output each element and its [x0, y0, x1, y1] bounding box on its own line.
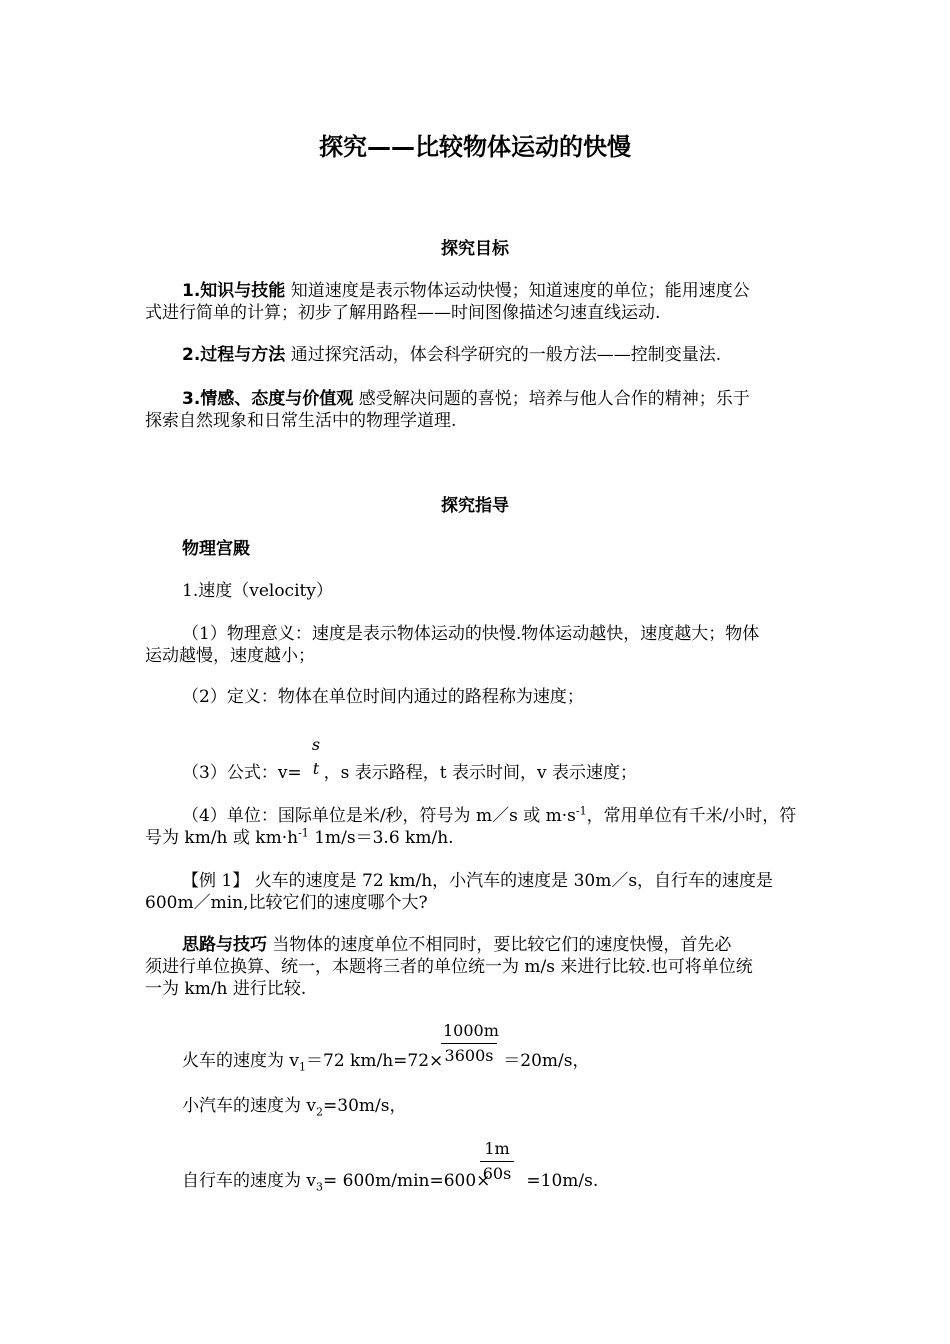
calc-bike-fraction	[480, 1139, 514, 1184]
goal-3-line1	[182, 388, 847, 410]
tips-line3: 一为 km/h 进行比较.	[145, 979, 307, 999]
formula-denominator: t	[312, 759, 320, 778]
goal-3-text: 感受解决问题的喜悦；培养与他人合作的精神；乐于	[358, 389, 750, 409]
guide-subheading: 物理宫殿	[182, 539, 250, 559]
calc-bike-suffix: =10m/s.	[526, 1171, 599, 1191]
goal-1-label: 1.知识与技能	[182, 281, 286, 301]
calc-train	[182, 1050, 847, 1072]
goal-3-line2: 探索自然现象和日常生活中的物理学道理.	[145, 411, 457, 431]
calc-bike-mid: = 600m/min=600×	[323, 1171, 491, 1191]
calc-bike	[182, 1170, 847, 1192]
calc-train-prefix: 火车的速度为 v	[182, 1051, 300, 1071]
goal-3-label: 3.情感、态度与价值观	[182, 389, 354, 409]
unit-line2-sup: -1	[298, 826, 309, 840]
goal-2-label: 2.过程与方法	[182, 345, 286, 365]
goal-1-line2: 式进行简单的计算；初步了解用路程——时间图像描述匀速直线运动.	[145, 303, 661, 323]
formula-suffix: ，s 表示路程，t 表示时间，v 表示速度；	[323, 763, 638, 783]
formula-prefix: （3）公式：v=	[182, 763, 302, 783]
formula-line	[182, 762, 847, 784]
calc-train-sub: 1	[299, 1060, 307, 1074]
goals-heading: 探究目标	[441, 239, 509, 259]
calc-car	[182, 1095, 847, 1117]
velocity-title: 1.速度（velocity）	[182, 581, 333, 601]
goal-1-text: 知道速度是表示物体运动快慢；知道速度的单位；能用速度公	[290, 281, 750, 301]
unit-line2-a: 号为 km/h 或 km·h	[145, 828, 299, 848]
calc-car-suffix: =30m/s，	[323, 1096, 407, 1116]
calc-bike-denominator: 60s	[482, 1164, 512, 1183]
page-title: 探究——比较物体运动的快慢	[319, 133, 631, 161]
tips-line2: 须进行单位换算、统一，本题将三者的单位统一为 m/s 来进行比较.也可将单位统	[145, 957, 753, 977]
tips-line1	[182, 934, 847, 956]
example-line2: 600m／min,比较它们的速度哪个大?	[145, 893, 428, 913]
definition-line: （2）定义：物体在单位时间内通过的路程称为速度；	[182, 687, 584, 707]
calc-bike-sub: 3	[316, 1180, 324, 1194]
tips-label: 思路与技巧	[182, 935, 267, 955]
formula-fraction	[307, 735, 325, 779]
meaning-line2: 运动越慢，速度越小；	[145, 646, 315, 666]
calc-bike-numerator: 1m	[480, 1139, 514, 1162]
goal-1-line1	[182, 280, 847, 302]
unit-line1	[182, 805, 847, 827]
unit-line1-b: ，常用单位有千米/小时，符	[586, 806, 797, 826]
calc-car-sub: 2	[316, 1105, 324, 1119]
calc-train-denominator: 3600s	[444, 1046, 494, 1065]
unit-line1-sup: -1	[575, 804, 587, 818]
guide-heading: 探究指导	[441, 496, 509, 516]
calc-bike-prefix: 自行车的速度为 v	[182, 1171, 317, 1191]
meaning-line1: （1）物理意义：速度是表示物体运动的快慢.物体运动越快，速度越大；物体	[182, 624, 760, 644]
calc-train-numerator: 1000m	[441, 1021, 497, 1044]
calc-car-prefix: 小汽车的速度为 v	[182, 1096, 317, 1116]
formula-numerator: s	[311, 735, 321, 754]
goal-2-text: 通过探究活动，体会科学研究的一般方法——控制变量法.	[290, 345, 722, 365]
goal-2-line1	[182, 344, 847, 366]
calc-train-fraction	[441, 1021, 497, 1066]
tips-text: 当物体的速度单位不相同时，要比较它们的速度快慢，首先必	[272, 935, 732, 955]
example-line1: 【例 1】 火车的速度是 72 km/h，小汽车的速度是 30m／s，自行车的速度是	[182, 871, 774, 891]
unit-line1-a: （4）单位：国际单位是米/秒，符号为 m／s 或 m·s	[182, 806, 576, 826]
calc-train-mid: ＝72 km/h=72×	[306, 1051, 444, 1071]
calc-train-suffix: ＝20m/s，	[503, 1051, 590, 1071]
unit-line2-b: 1m/s＝3.6 km/h.	[308, 828, 454, 848]
unit-line2	[145, 827, 810, 849]
